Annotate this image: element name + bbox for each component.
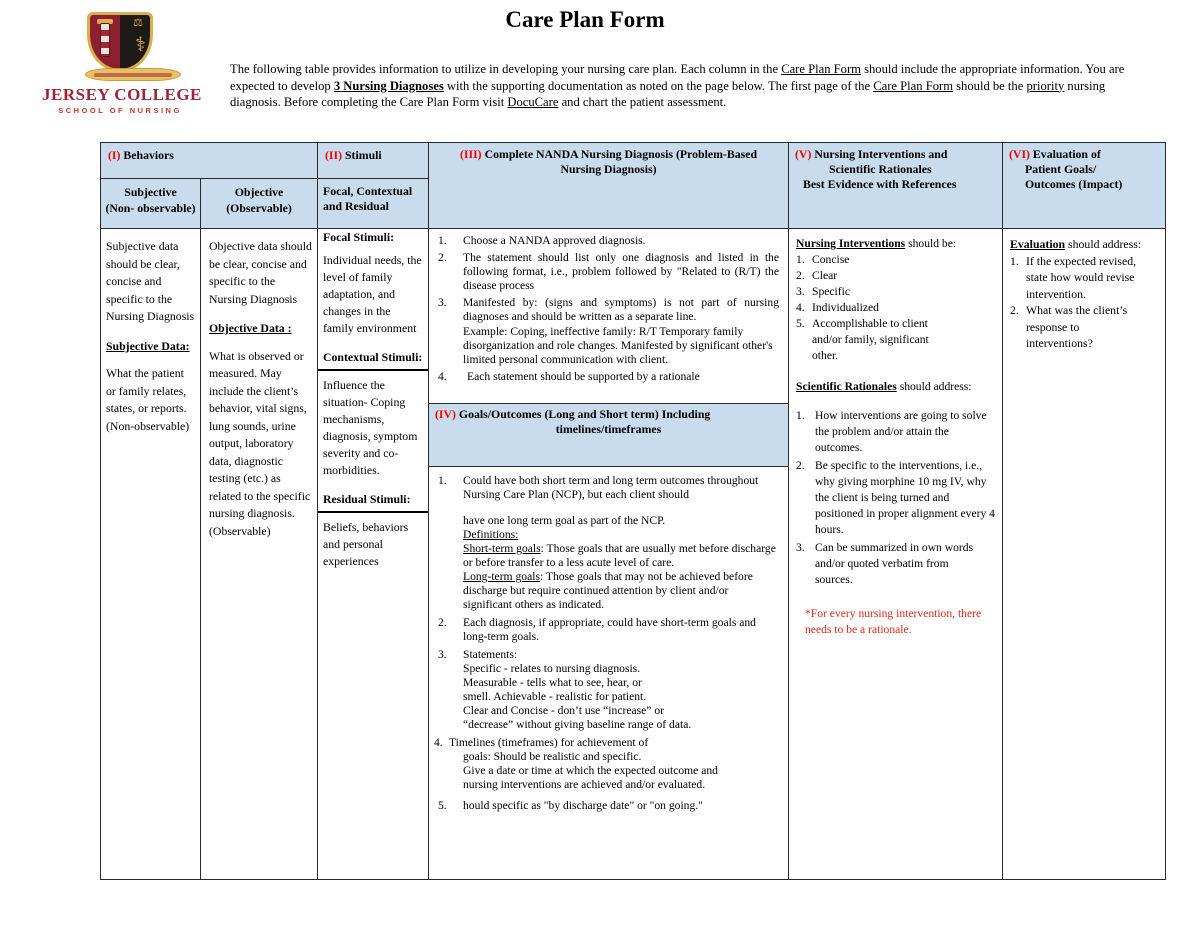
definitions-label: Definitions: <box>463 528 519 541</box>
list-item: 2. The statement should list only one diagnosis and listed in the following format, i.e., problem followed by "Related to (R/T) the disease process <box>438 251 779 292</box>
nanda-list <box>429 229 788 403</box>
cell-stimuli: Focal Stimuli: Individual needs, the level of family adaptation, and changes in the family environment Contextual Stimuli: Influence the situation- Coping mechanisms, diagnosis, symptom severity and co-morbidities. Residual Stimuli: Beliefs, behaviors and personal experiences <box>318 229 429 879</box>
marker-VI: (VI) <box>1009 147 1030 161</box>
list-item: 5. Accomplishable to client and/or family, significant other. <box>796 317 929 362</box>
care-plan-table <box>100 142 1166 880</box>
header-evaluation: (VI) Evaluation of Patient Goals/ Outcomes (Impact) <box>1009 147 1123 191</box>
header-behaviors: (I) Behaviors Subjective (Non- observable) Objective (Observable) <box>101 143 318 228</box>
long-term-goals-label: Long-term goals <box>463 570 540 583</box>
cell-objective: Objective data should be clear, concise and specific to the Nursing Diagnosis Objective Data : What is observed or measured. May include the client’s behavior, vital signs, lung sounds, urine output, laboratory data, diagnostic testing (etc.) as related to the specific nursing diagnosis. (Observable) <box>201 229 318 879</box>
page-title: Care Plan Form <box>505 7 665 32</box>
residual-stimuli-heading: Residual Stimuli: <box>318 491 428 513</box>
list-item: 2. What was the client’s response to interventions? <box>1010 303 1128 350</box>
objective-data-heading: Objective Data : <box>209 321 292 335</box>
marker-II: (II) <box>325 148 343 162</box>
header-subjective: Subjective (Non- observable) <box>101 179 201 228</box>
list-item: 2. Clear <box>796 269 838 282</box>
cell-nanda-and-goals <box>429 229 789 879</box>
cell-evaluation: Evaluation should address: 1. If the expected revised, state how would revise intervention. 2. What was the client’s response to interventions? <box>1003 229 1165 879</box>
list-item: 5. hould specific as "by discharge date" or "on going." <box>438 799 703 812</box>
list-item: 4. Individualized <box>796 301 879 314</box>
list-item: 1. Could have both short term and long term outcomes throughout Nursing Care Plan (NCP), but each client should have one long term goal as part of the NCP. Definitions: Short-term goals: Those goals that are usually met before discharge or before transfer to a less acute level of care. Long-term goals: Those goals that may not be achieved before discharge but require continued attention by client and/or significant others as indicated. <box>429 474 783 612</box>
rationale-note: *For every nursing intervention, there needs to be a rationale. <box>805 607 982 636</box>
intro-underline-care-plan-form-1: Care Plan Form <box>781 62 861 76</box>
cell-subjective: Subjective data should be clear, concise and specific to the Nursing Diagnosis Subjective Data: What the patient or family relates, states, or reports. (Non-observable) <box>101 229 201 879</box>
list-item: 4. Each statement should be supported by a rationale <box>438 370 700 383</box>
short-term-goals-label: Short-term goals <box>463 542 541 555</box>
subjective-data-heading: Subjective Data: <box>106 338 190 353</box>
goals-outcomes-subheader: (IV) Goals/Outcomes (Long and Short term) Including timelines/timeframes <box>429 403 788 467</box>
list-item: 1. Choose a NANDA approved diagnosis. <box>438 234 646 247</box>
goals-list <box>429 467 788 813</box>
marker-V: (V) <box>795 147 812 161</box>
caduceus-icon: ⚕ <box>135 34 146 56</box>
header-nanda-diagnosis: (III) Complete NANDA Nursing Diagnosis (Problem-Based Nursing Diagnosis) <box>429 143 789 228</box>
list-item: 1. Concise <box>796 253 850 266</box>
list-item: 1. How interventions are going to solve the problem and/or attain the outcomes. <box>796 409 987 454</box>
lamp-icon: ⚖ <box>133 17 143 29</box>
header-nursing-interventions: (V) Nursing Interventions and Scientific Rationales Best Evidence with References <box>789 143 1003 228</box>
nanda-example: Example: Coping, ineffective family: R/T Temporary family disorganization and role changes. Manifested by significant other's limited personal communication with client. <box>463 325 773 366</box>
header-focal-contextual-residual: Focal, Contextual and Residual <box>323 184 413 213</box>
focal-stimuli-heading: Focal Stimuli: <box>323 230 395 244</box>
logo-ribbon <box>85 68 181 81</box>
table-body-row <box>101 229 1165 879</box>
intro-underline-3-nursing-diagnoses: 3 Nursing Diagnoses <box>333 78 444 93</box>
intro-underline-priority: priority <box>1026 78 1065 93</box>
nursing-interventions-heading: Nursing Interventions <box>796 237 906 250</box>
marker-III: (III) <box>459 147 482 161</box>
table-header-row <box>101 143 1165 229</box>
intro-underline-docucare: DocuCare <box>507 95 559 110</box>
intro-underline-care-plan-form-2: Care Plan Form <box>873 78 953 93</box>
list-item: 3. Manifested by: (signs and symptoms) is not part of nursing diagnoses and should be written as a separate line. Example: Coping, ineffective family: R/T Temporary family disorganization and role changes. Manifested by significant other's limited personal communication with client. <box>438 296 779 366</box>
marker-IV: (IV) <box>435 407 456 421</box>
intro-paragraph: The following table provides information to utilize in developing your nursing care plan. Each column in the Care Plan Form should include the appropriate information. You are expected to develop 3 Nursing Diagnoses with the supporting documentation as noted on the page below. The first page of the Care Plan Form should be the priority nursing diagnosis. Before completing the Care Plan Form visit DocuCare and chart the patient assessment. <box>230 62 1125 110</box>
contextual-stimuli-heading: Contextual Stimuli: <box>318 349 428 371</box>
list-item: 2. Be specific to the interventions, i.e., why giving morphine 10 mg IV, why the client is being turned and positioned in proper alignment every 4 hours. <box>796 459 995 536</box>
list-item: 3. Can be summarized in own words and/or quoted verbatim from sources. <box>796 541 974 586</box>
evaluation-heading: Evaluation <box>1010 237 1066 251</box>
list-item: 2. Each diagnosis, if appropriate, could have short-term goals and long-term goals. <box>438 616 756 643</box>
logo-college-name: JERSEY COLLEGE <box>42 85 202 104</box>
cell-interventions: Nursing Interventions should be: 1. Concise 2. Clear 3. Specific 4. Individualized 5. Accomplishable to client and/or family, significant other. Scientific Rationales should address: 1. How interventions are going to solve the problem and/or attain the outcomes. 2. Be specific to the interventions, i.e., why giving morphine 10 mg IV, why the client is being turned and positioned in proper alignment every 4 hours. 3. Can be summarized in own words and/or quoted verbatim from sources. *For every nursing intervention, there needs to be a rationale. <box>789 229 1003 879</box>
marker-I: (I) <box>108 148 121 162</box>
logo-school-name: SCHOOL OF NURSING <box>58 106 182 115</box>
scientific-rationales-heading: Scientific Rationales <box>796 380 897 393</box>
header-stimuli: (II) Stimuli Focal, Contextual and Residual <box>318 143 429 228</box>
list-item: 3. Statements: Specific - relates to nursing diagnosis. Measurable - tells what to see, hear, or smell. Achievable - realistic for patient. Clear and Concise - don’t use “increase” or “decrease” without giving baseline range of data. <box>438 648 692 731</box>
header-objective: Objective (Observable) <box>226 185 292 215</box>
intro-text: The following table provides information to utilize in developing your nursing care plan. Each column in the <box>230 62 782 76</box>
list-item: 1. If the expected revised, state how would revise intervention. <box>1010 253 1137 301</box>
list-item: 4. Timelines (timeframes) for achievement of goals: Should be realistic and specific. Give a date or time at which the expected outcome and nursing interventions are achieved and/or evaluated. <box>434 736 718 791</box>
list-item: 3. Specific <box>796 285 850 298</box>
